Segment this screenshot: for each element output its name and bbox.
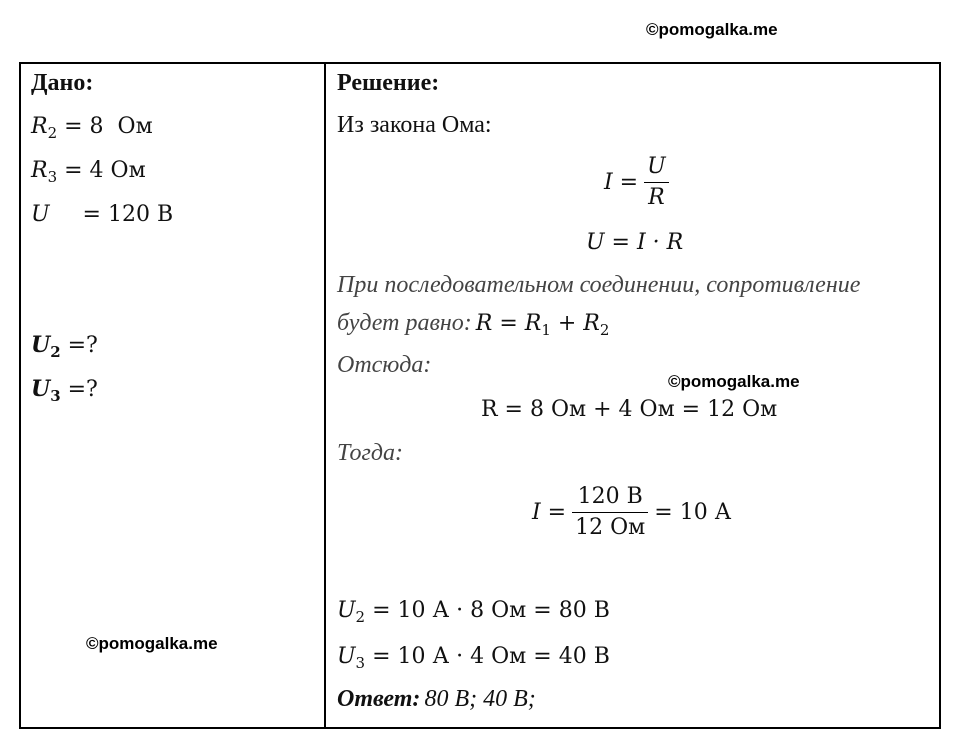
given-r2 [31, 114, 153, 142]
watermark-left: ©pomogalka.me [86, 634, 218, 653]
watermark-top: ©pomogalka.me [646, 20, 778, 39]
given-r3 [31, 158, 146, 186]
find-u2 [31, 332, 98, 361]
formula-u-equals-i-r [586, 230, 683, 255]
series-sub2: 2 [599, 321, 610, 339]
i-numerator: 120 В [572, 482, 648, 513]
u2-calculation [337, 598, 610, 626]
u2-calc-value: = 10 А · 8 Ом = 80 В [365, 598, 610, 623]
answer-value: 80 В; 40 В; [424, 686, 536, 712]
f1-numerator: U [644, 152, 669, 183]
u2-calc-symbol: U [337, 598, 356, 623]
u2-unknown: =? [67, 333, 98, 358]
u3-calc-value: = 10 А · 4 Ом = 40 В [365, 644, 610, 669]
series-text-line2 [337, 310, 609, 339]
u3-calc-symbol: U [337, 644, 356, 669]
u2-calc-subscript: 2 [355, 608, 366, 626]
u3-subscript: 3 [50, 387, 61, 405]
given-title: Дано: [31, 70, 94, 96]
given-u [31, 202, 173, 227]
current-calculation [532, 482, 731, 543]
u3-calculation [337, 644, 610, 672]
i-denominator: 12 Ом [575, 515, 646, 540]
r2-value: = 8 Ом [64, 114, 153, 139]
watermark-middle: ©pomogalka.me [668, 372, 800, 391]
r2-symbol: R [31, 114, 48, 139]
u2-symbol: U [31, 332, 51, 358]
series-label: будет равно: [337, 310, 472, 336]
f1-denominator: R [648, 185, 665, 210]
r2-subscript: 2 [47, 124, 58, 142]
answer-label: Ответ: [337, 686, 421, 712]
then-label: Тогда: [337, 440, 403, 466]
i-lhs: I = [532, 500, 567, 525]
solution-column [325, 63, 940, 728]
i-result: = 10 А [654, 500, 732, 525]
r3-symbol: R [31, 158, 48, 183]
r-total-text: R = 8 Ом + 4 Ом = 12 Ом [481, 397, 778, 422]
f2-text: U = I · R [586, 230, 684, 255]
f1-lhs: I = [604, 170, 639, 195]
series-sub1: 1 [541, 321, 551, 339]
answer-line [337, 686, 536, 713]
series-lhs: R = R [475, 311, 542, 336]
total-resistance [481, 397, 777, 422]
formula-i-equals-u-over-r [604, 152, 669, 213]
u-value: = 120 В [82, 202, 174, 227]
i-fraction [572, 482, 648, 543]
find-u3 [31, 376, 98, 405]
u2-subscript: 2 [50, 343, 61, 361]
u3-unknown: =? [67, 377, 98, 402]
hence-label: Отсюда: [337, 352, 432, 378]
series-formula [475, 311, 610, 339]
solution-table [19, 62, 941, 729]
solution-title: Решение: [337, 70, 440, 96]
r3-subscript: 3 [47, 168, 58, 186]
r3-value: = 4 Ом [64, 158, 146, 183]
series-text-line1: При последовательном соединении, сопротивление [337, 272, 861, 298]
given-column [20, 63, 325, 728]
u3-symbol: U [31, 376, 51, 402]
series-mid: + R [550, 311, 600, 336]
f1-fraction [644, 152, 669, 213]
u-symbol: U [31, 202, 50, 227]
ohm-law-intro: Из закона Ома: [337, 112, 492, 138]
u3-calc-subscript: 3 [355, 654, 366, 672]
